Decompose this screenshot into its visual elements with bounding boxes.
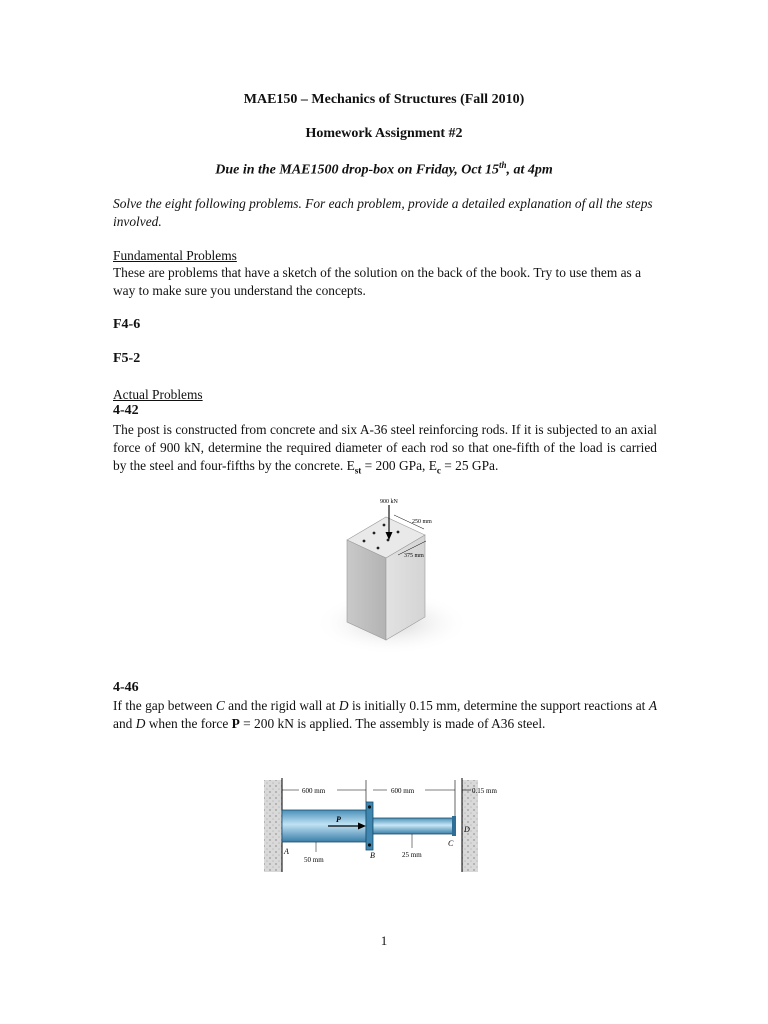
due-date (0, 160, 768, 179)
p2-t5: when the force (145, 716, 232, 731)
problem-f4-6: F4-6 (113, 317, 141, 332)
problem-4-42-text (113, 421, 657, 480)
dia2-label: 25 mm (402, 851, 422, 859)
concrete-post-figure (312, 495, 472, 660)
p2-t4: and (113, 716, 136, 731)
len2-label: 600 mm (391, 787, 415, 795)
p2-c: C (215, 698, 225, 713)
problem-4-42-id: 4-42 (113, 403, 139, 418)
point-d-label: D (464, 825, 470, 834)
due-sup: th (498, 160, 507, 170)
point-c-label: C (448, 839, 454, 848)
problem-4-46-id: 4-46 (113, 680, 139, 695)
dia1-label: 50 mm (304, 856, 324, 864)
course-title: MAE150 – Mechanics of Structures (Fall 2010) (243, 92, 525, 107)
p2-t1: If the gap between (113, 698, 216, 713)
gap-label: 0.15 mm (472, 787, 497, 795)
dim-250-label: 250 mm (412, 519, 432, 525)
intro-text: Solve the eight following problems. For each problem, provide a detailed explanation of all the steps involved. (113, 196, 653, 229)
p2-d: D (338, 698, 349, 713)
force-p-label: P (336, 815, 341, 824)
p1-text-b: = 200 GPa, E (361, 458, 437, 473)
fundamental-heading: Fundamental Problems (113, 248, 237, 263)
p2-t3: is initially 0.15 mm, determine the support reactions at (348, 698, 649, 713)
point-b-label: B (370, 851, 375, 860)
dim-375-label: 375 mm (404, 553, 424, 559)
p2-p: P (231, 716, 240, 731)
page-number: 1 (380, 933, 388, 948)
problem-4-46-text (113, 697, 657, 733)
due-text: Due in the MAE1500 drop-box on Friday, Oct 15 (215, 162, 499, 178)
point-a-label: A (284, 847, 289, 856)
p2-d2: D (135, 716, 146, 731)
len1-label: 600 mm (302, 787, 326, 795)
bar-assembly-figure (262, 772, 516, 878)
assignment-title: Homework Assignment #2 (305, 126, 463, 141)
problem-f5-2: F5-2 (113, 351, 141, 366)
p1-text-c: = 25 GPa. (440, 458, 499, 473)
p2-t2: and the rigid wall at (224, 698, 339, 713)
p2-a: A (648, 698, 657, 713)
p1-sub-c: c (436, 465, 441, 476)
force-label: 900 kN (380, 499, 398, 505)
p2-t6: = 200 kN is applied. The assembly is made of A36 steel. (239, 716, 546, 731)
due-text-end: , at 4pm (506, 162, 553, 178)
p1-sub-st: st (354, 465, 362, 476)
fundamental-text: These are problems that have a sketch of the solution on the back of the book. Try to use them as a way to make sure you understand the concepts. (113, 265, 642, 298)
actual-heading: Actual Problems (113, 387, 203, 402)
p1-text-a: The post is constructed from concrete and six A-36 steel reinforcing rods. If it is subjected to an axial force of 900 kN, determine the required diameter of each rod so that one-fifth of the load is carried by the steel and four-fifths by the concrete. E (113, 422, 657, 473)
